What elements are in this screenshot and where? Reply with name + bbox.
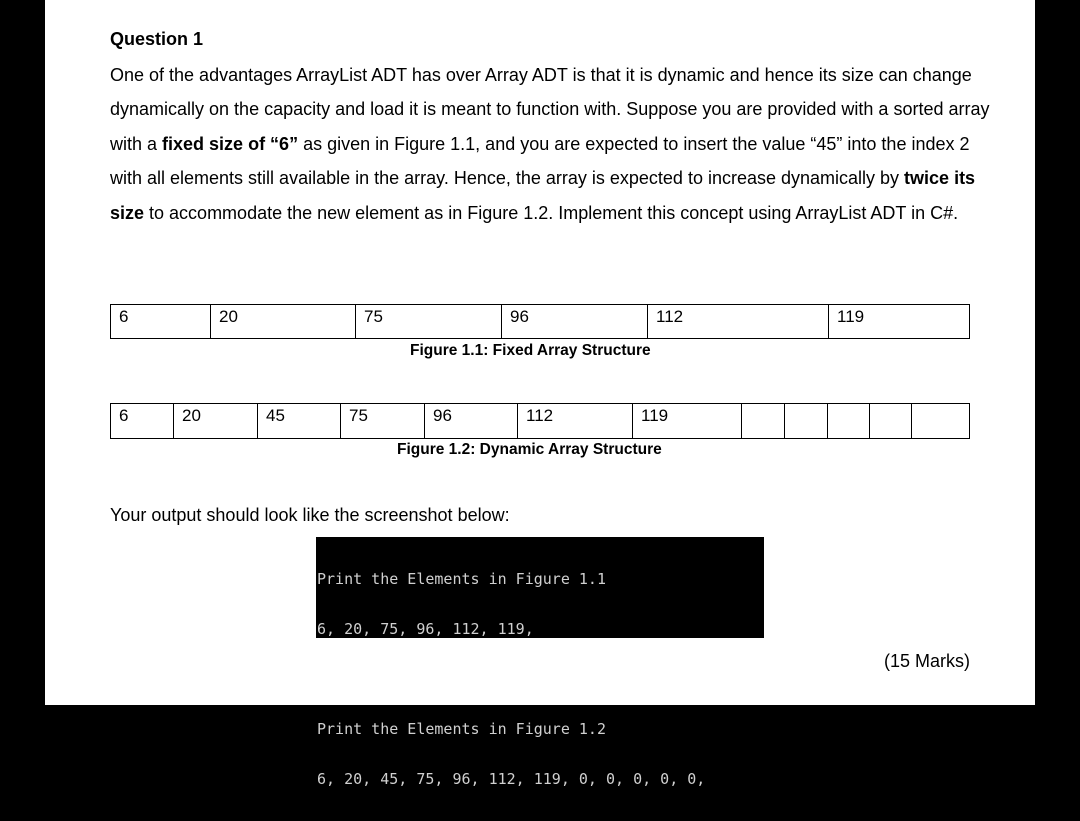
array-cell: 96 [502, 305, 648, 339]
question-title: Question 1 [110, 29, 204, 49]
array-cell-empty [870, 404, 912, 439]
array-cell: 112 [518, 404, 633, 439]
question-text [110, 58, 990, 230]
array-cell: 45 [258, 404, 341, 439]
array-cell: 6 [111, 305, 211, 339]
question-emphasis-twice-size: twice its size [110, 168, 976, 223]
fixed-array-figure [110, 304, 970, 339]
array-cell: 96 [425, 404, 518, 439]
array-cell: 112 [648, 305, 829, 339]
figure-1-2-caption: Figure 1.2: Dynamic Array Structure [397, 441, 662, 458]
array-cell: 119 [633, 404, 742, 439]
question-text-part-3: to accommodate the new element as in Figure 1.2. Implement this concept using ArrayList ADT in C#. [144, 202, 959, 223]
document-page [45, 0, 1035, 788]
question-text-part-1: One of the advantages ArrayList ADT has over Array ADT is that it is dynamic and hence its size can change dynamically on the capacity and load it is meant to function with. Suppose you are provided with a sorted array with a [110, 65, 990, 154]
array-cell: 75 [356, 305, 502, 339]
array-cell-empty [742, 404, 785, 439]
array-cell-empty [828, 404, 870, 439]
output-instruction: Your output should look like the screenshot below: [110, 505, 510, 525]
console-line: 6, 20, 75, 96, 112, 119, [317, 619, 534, 638]
dynamic-array-figure [110, 403, 970, 439]
array-cell: 75 [341, 404, 425, 439]
question-text-part-2: as given in Figure 1.1, and you are expected to insert the value “45” into the index 2 with all elements still available in the array. Hence, the array is expected to increase dynamically by [110, 133, 970, 189]
array-cell: 6 [111, 404, 174, 439]
array-cell: 20 [211, 305, 356, 339]
array-cell-empty [912, 404, 970, 439]
array-cell-empty [785, 404, 828, 439]
console-line: Print the Elements in Figure 1.2 [317, 720, 606, 738]
figure-1-1-caption: Figure 1.1: Fixed Array Structure [410, 342, 651, 359]
console-output-screenshot [316, 537, 764, 788]
array-cell: 20 [174, 404, 258, 439]
question-emphasis-fixed-size: fixed size of “6” [162, 133, 299, 154]
marks-label: (15 Marks) [883, 651, 970, 671]
console-line: Print the Elements in Figure 1.1 [317, 570, 606, 588]
console-line: 6, 20, 45, 75, 96, 112, 119, 0, 0, 0, 0, 0, [317, 769, 706, 788]
console-blank-line [317, 670, 764, 688]
array-cell: 119 [829, 305, 970, 339]
